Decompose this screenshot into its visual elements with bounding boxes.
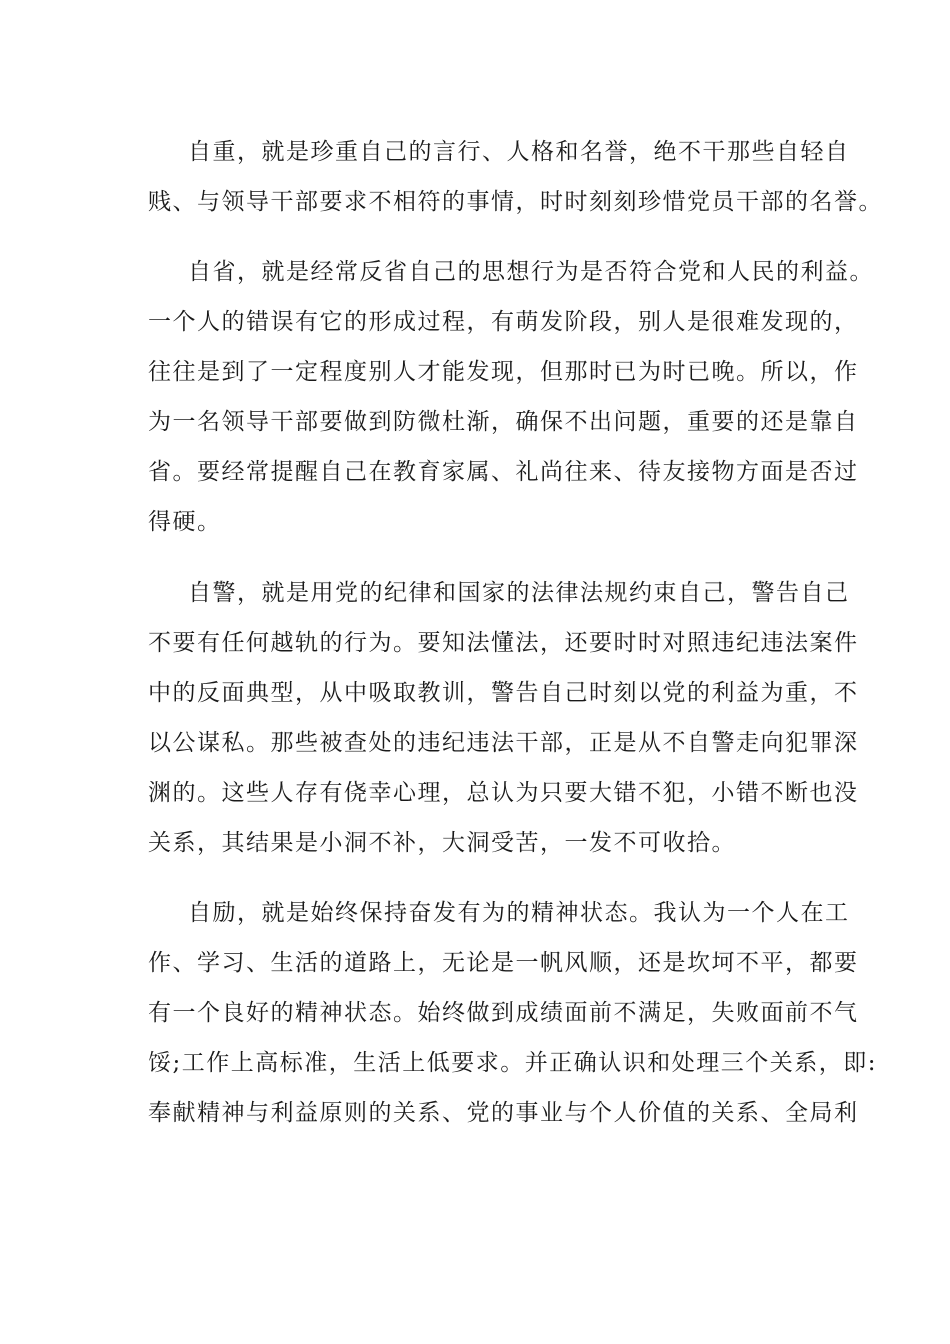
paragraph-3-line-3: 中的反面典型，从中吸取教训，警告自己时刻以党的利益为重，不 [148, 680, 859, 706]
paragraph-4-line-2: 作、学习、生活的道路上，无论是一帆风顺，还是坎坷不平，都要 [148, 950, 859, 976]
paragraph-2-line-4: 为一名领导干部要做到防微杜渐，确保不出问题，重要的还是靠自 [148, 409, 859, 435]
paragraph-4-line-4: 馁;工作上高标准，生活上低要求。并正确认识和处理三个关系，即: [148, 1050, 877, 1076]
paragraph-3-line-1: 自警，就是用党的纪律和国家的法律法规约束自己，警告自己 [188, 580, 850, 606]
paragraph-4-line-1: 自励，就是始终保持奋发有为的精神状态。我认为一个人在工 [188, 900, 850, 926]
paragraph-2-line-6: 得硬。 [148, 509, 222, 535]
paragraph-4-line-3: 有一个良好的精神状态。始终做到成绩面前不满足，失败面前不气 [148, 1000, 859, 1026]
paragraph-1-line-1: 自重，就是珍重自己的言行、人格和名誉，绝不干那些自轻自 [188, 139, 850, 165]
paragraph-1-line-2: 贱、与领导干部要求不相符的事情，时时刻刻珍惜党员干部的名誉。 [148, 189, 883, 215]
paragraph-4-line-5: 奉献精神与利益原则的关系、党的事业与个人价值的关系、全局利 [148, 1100, 859, 1126]
paragraph-3-line-4: 以公谋私。那些被查处的违纪违法干部，正是从不自警走向犯罪深 [148, 730, 859, 756]
paragraph-2-line-2: 一个人的错误有它的形成过程，有萌发阶段，别人是很难发现的， [148, 309, 859, 335]
paragraph-2-line-3: 往往是到了一定程度别人才能发现，但那时已为时已晚。所以，作 [148, 359, 859, 385]
paragraph-2-line-1: 自省，就是经常反省自己的思想行为是否符合党和人民的利益。 [188, 259, 874, 285]
paragraph-3-line-2: 不要有任何越轨的行为。要知法懂法，还要时时对照违纪违法案件 [148, 630, 859, 656]
paragraph-3-line-6: 关系，其结果是小洞不补，大洞受苦，一发不可收拾。 [148, 830, 736, 856]
paragraph-3-line-5: 渊的。这些人存有侥幸心理，总认为只要大错不犯，小错不断也没 [148, 780, 859, 806]
paragraph-2-line-5: 省。要经常提醒自己在教育家属、礼尚往来、待友接物方面是否过 [148, 459, 859, 485]
